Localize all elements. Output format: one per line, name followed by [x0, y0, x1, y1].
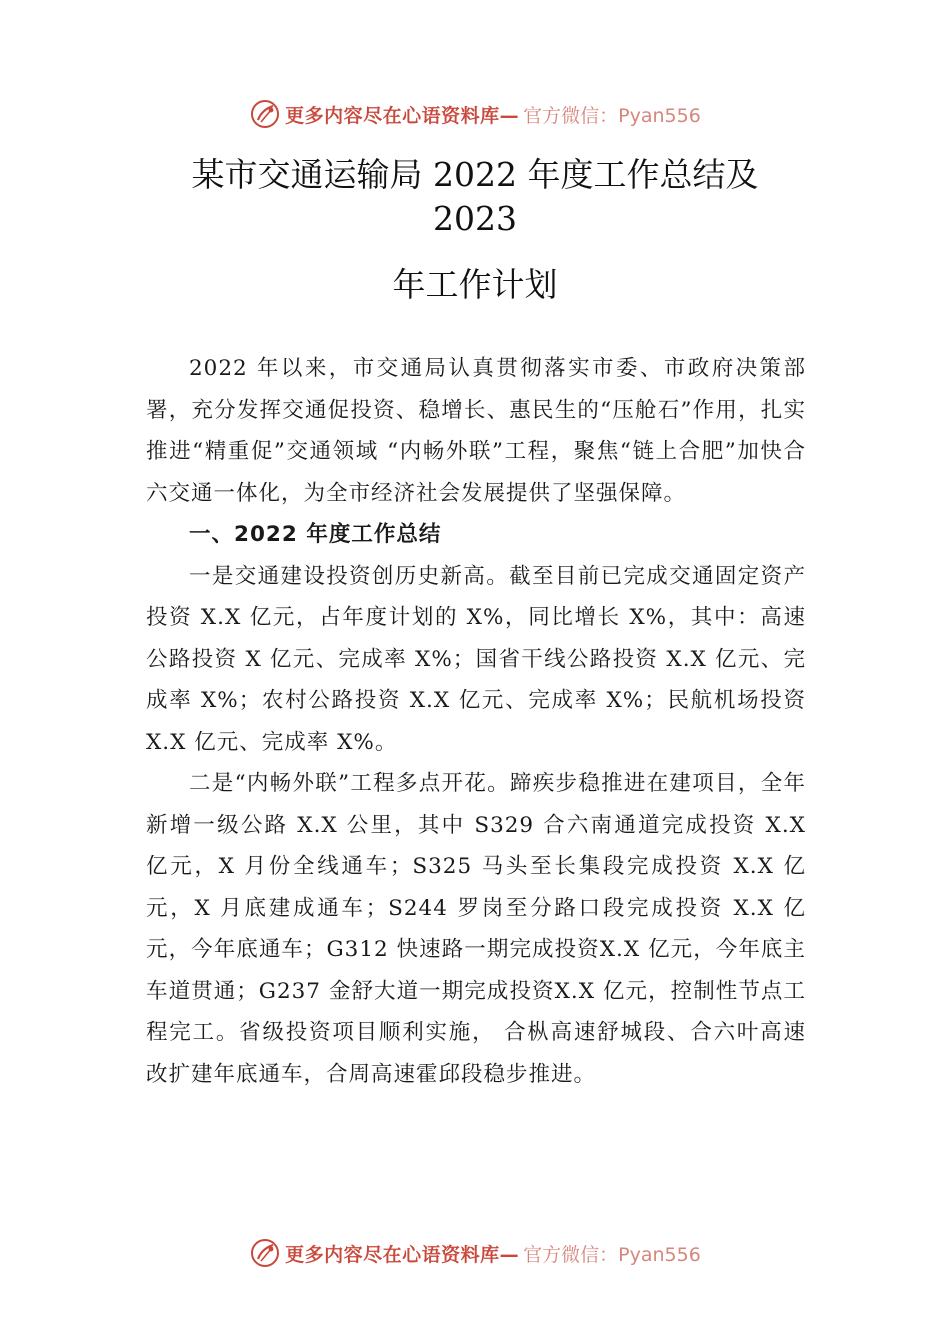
body-paragraph: 一是交通建设投资创历史新高。截至目前已完成交通固定资产投资 X.X 亿元，占年度计划的 X%，同比增长 X%，其中：高速公路投资 X 亿元、完成率 X%；国省干线公路投资 X.X 亿元、完成率 X%；农村公路投资 X.X 亿元、完成率 X%；民航机场投资 X.X 亿元、完成率 X%。	[146, 563, 806, 755]
document-title-line-1: 某市交通运输局 2022 年度工作总结及	[191, 155, 759, 194]
section-heading: 一、2022 年度工作总结	[189, 522, 442, 547]
watermark-wechat: 官方微信：Pyan556	[523, 1243, 701, 1266]
brand-logo-icon	[249, 98, 281, 130]
watermark-banner-top	[0, 94, 950, 134]
document-title-line-2: 2023	[433, 199, 517, 238]
document-body	[146, 348, 806, 1095]
body-paragraph: 二是“内畅外联”工程多点开花。蹄疾步稳推进在建项目，全年新增一级公路 X.X 公里，其中 S329 合六南通道完成投资 X.X 亿元，X 月份全线通车；S325 马头至长集段完成投资 X.X 亿元，X 月底建成通车；S244 罗岗至分路口段完成投资 X.X 亿元，今年底通车；G312 快速路一期完成投资X.X 亿元，今年底主车道贯通；G237 金舒大道一期完成投资X.X 亿元，控制性节点工程完工。省级投资项目顺利实施， 合枞高速舒城段、合六叶高速改扩建年底通车，合周高速霍邱段稳步推进。	[146, 771, 806, 1087]
document-title-line-3: 年工作计划	[392, 265, 558, 304]
brand-logo-icon	[249, 1237, 281, 1269]
watermark-text: 更多内容尽在心语资料库—	[285, 104, 520, 127]
watermark-banner-bottom	[0, 1233, 950, 1273]
watermark-wechat: 官方微信：Pyan556	[523, 104, 701, 127]
watermark-text: 更多内容尽在心语资料库—	[285, 1243, 520, 1266]
intro-paragraph: 2022 年以来，市交通局认真贯彻落实市委、市政府决策部署，充分发挥交通促投资、稳增长、惠民生的“压舱石”作用，扎实推进“精重促”交通领域 “内畅外联”工程，聚焦“链上合肥”加快合六交通一体化，为全市经济社会发展提供了坚强保障。	[146, 356, 806, 506]
